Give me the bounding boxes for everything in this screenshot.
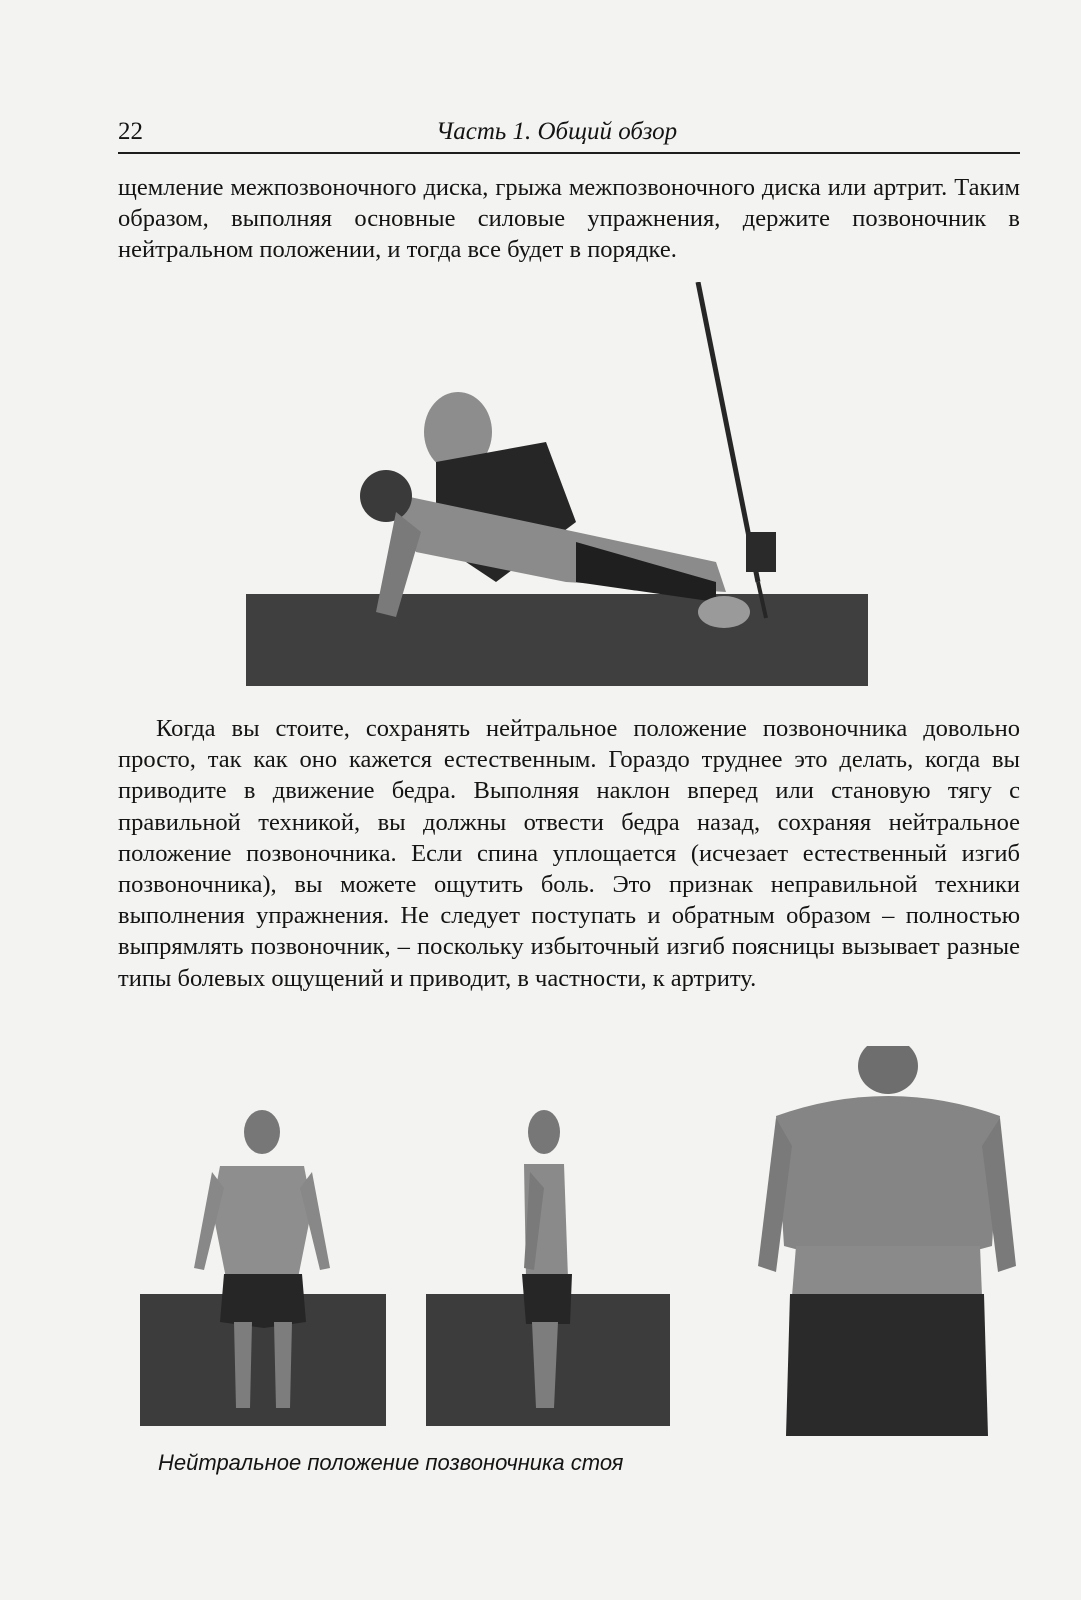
suspension-trainer-photo [246, 282, 888, 694]
standing-back-photo [756, 1046, 1018, 1436]
paragraph-1: щемление межпозвоночного диска, грыжа межпозвоночного диска или артрит. Таким образом, выполняя основные силовые упражнения, держите позвоночник в нейтральном положении, и тогда все будет в порядке. [118, 174, 1020, 264]
page-number: 22 [118, 118, 143, 145]
running-title: Часть 1. Общий обзор [436, 118, 678, 145]
standing-front-photo [140, 1108, 386, 1426]
figure-caption: Нейтральное положение позвоночника стоя [158, 1450, 624, 1475]
paragraph-2: Когда вы стоите, сохранять нейтральное положение позвоночника довольно просто, так как оно кажется естественным. Гораздо труднее это делать, когда вы приводите в движение бедра. Выполняя наклон вперед или становую тягу с правильной техникой, вы должны отвести бедра назад, сохраняя нейтральное положение позвоночника. Если спина уплощается (исчезает естественный изгиб позвоночника), вы можете ощутить боль. Это признак неправильной техники выполнения упражнения. Не следует поступать и обратным образом – полностью выпрямлять позвоночник, – поскольку избыточный изгиб поясницы вызывает разные типы болевых ощущений и приводит, в частности, к артриту. [118, 715, 1020, 992]
header-divider [118, 152, 1020, 154]
standing-side-photo [426, 1108, 670, 1426]
